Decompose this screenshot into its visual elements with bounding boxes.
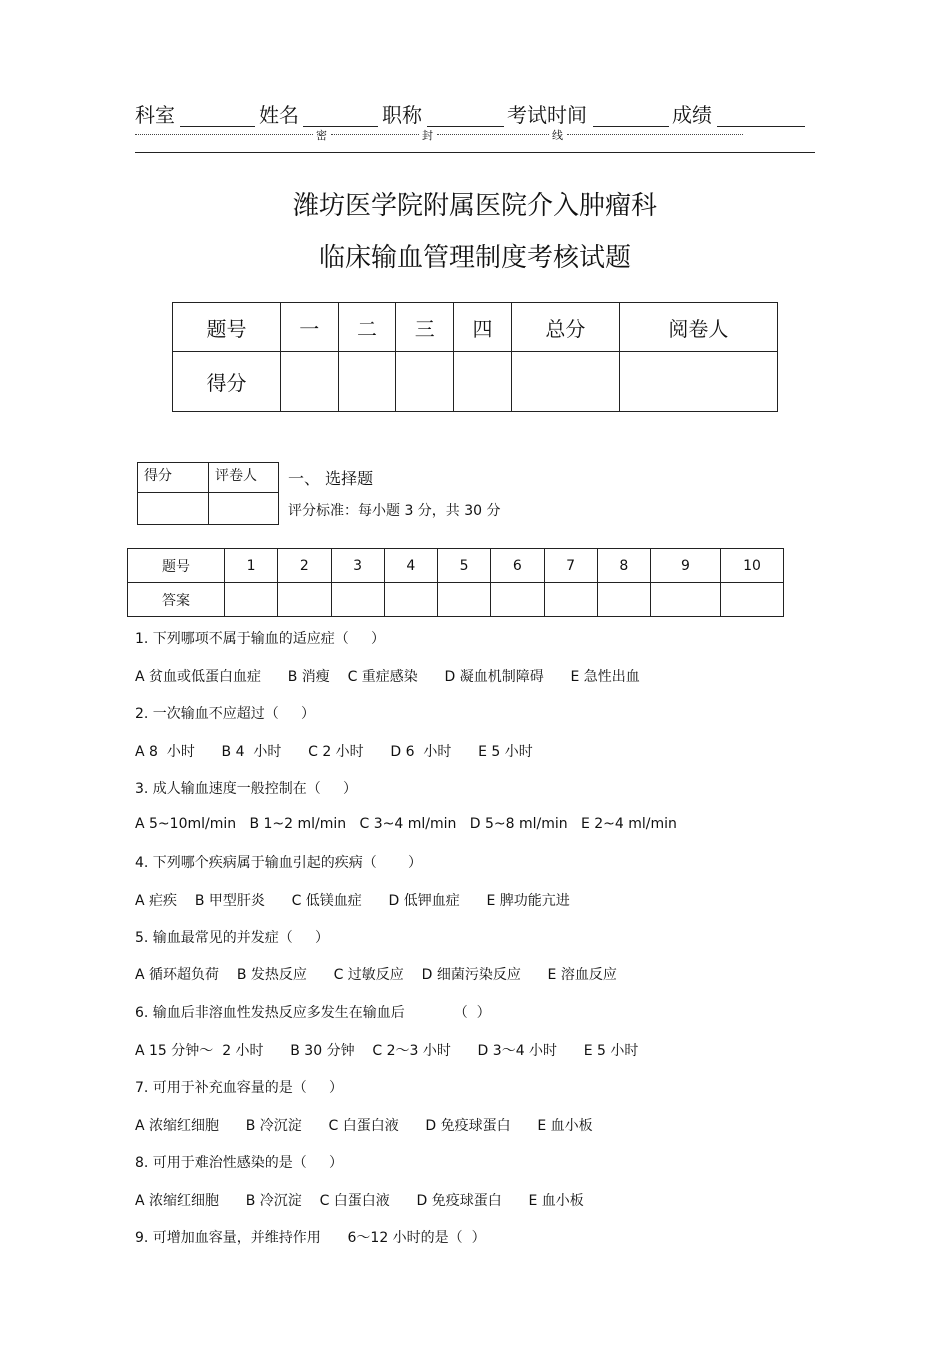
score-cell[interactable] <box>280 352 338 412</box>
answer-number-cell: 8 <box>597 549 650 583</box>
seal-line <box>135 128 815 144</box>
header-rule <box>135 152 815 153</box>
score-cell[interactable] <box>396 352 454 412</box>
answer-table <box>127 548 784 617</box>
question-2: 2. 一次输血不应超过（ ） <box>135 706 316 722</box>
answer-cell[interactable] <box>597 583 650 617</box>
answer-row-label: 答案 <box>128 583 225 617</box>
answer-number-cell: 10 <box>721 549 784 583</box>
field-label-exam-time: 考试时间 <box>507 103 587 127</box>
answer-cell[interactable] <box>225 583 278 617</box>
field-label-name: 姓名 <box>259 103 299 127</box>
answer-cell[interactable] <box>721 583 784 617</box>
answer-cell[interactable] <box>331 583 384 617</box>
score-header-cell: 二 <box>338 303 396 352</box>
answer-number-cell: 4 <box>384 549 437 583</box>
answer-number-cell: 3 <box>331 549 384 583</box>
score-cell[interactable] <box>338 352 396 412</box>
score-header-row <box>173 303 778 352</box>
grader-name-cell[interactable] <box>209 493 279 525</box>
question-5-options: A 循环超负荷 B 发热反应 C 过敏反应 D 细菌污染反应 E 溶血反应 <box>135 967 617 983</box>
grader-score-label: 得分 <box>138 463 209 493</box>
question-2-options: A 8 小时 B 4 小时 C 2 小时 D 6 小时 E 5 小时 <box>135 744 533 760</box>
answer-header-label: 题号 <box>128 549 225 583</box>
seal-dots <box>437 134 549 135</box>
seal-char-mi: 密 <box>316 129 327 142</box>
question-4-options: A 疟疾 B 甲型肝炎 C 低镁血症 D 低钾血症 E 脾功能亢进 <box>135 893 570 909</box>
grader-box <box>137 462 279 525</box>
question-8: 8. 可用于难治性感染的是（ ） <box>135 1155 344 1171</box>
question-1: 1. 下列哪项不属于输血的适应症（ ） <box>135 631 386 647</box>
answer-cell[interactable] <box>384 583 437 617</box>
score-header-cell: 三 <box>396 303 454 352</box>
question-3: 3. 成人输血速度一般控制在（ ） <box>135 781 358 797</box>
score-header-cell: 四 <box>454 303 512 352</box>
score-cell[interactable] <box>619 352 777 412</box>
answer-number-cell: 5 <box>438 549 491 583</box>
question-1-options: A 贫血或低蛋白血症 B 消瘦 C 重症感染 D 凝血机制障碍 E 急性出血 <box>135 669 640 685</box>
answer-cell[interactable] <box>278 583 331 617</box>
department-blank[interactable] <box>180 126 255 127</box>
question-3-options: A 5~10ml/min B 1~2 ml/min C 3~4 ml/min D 5~8 ml/min E 2~4 ml/min <box>135 816 677 832</box>
score-value-row <box>173 352 778 412</box>
question-7: 7. 可用于补充血容量的是（ ） <box>135 1080 344 1096</box>
seal-dots <box>567 134 743 135</box>
answer-input-row <box>128 583 784 617</box>
grader-score-cell[interactable] <box>138 493 209 525</box>
seal-char-xian: 线 <box>552 129 563 142</box>
field-label-department: 科室 <box>135 103 175 127</box>
score-blank[interactable] <box>717 126 805 127</box>
exam-title-line1: 潍坊医学院附属医院介入肿瘤科 <box>292 191 657 221</box>
question-7-options: A 浓缩红细胞 B 冷沉淀 C 白蛋白液 D 免疫球蛋白 E 血小板 <box>135 1118 593 1134</box>
answer-cell[interactable] <box>544 583 597 617</box>
question-4: 4. 下列哪个疾病属于输血引起的疾病（ ） <box>135 855 422 871</box>
exam-time-blank[interactable] <box>593 126 669 127</box>
score-summary-table <box>172 302 778 412</box>
field-label-score: 成绩 <box>672 103 712 127</box>
score-cell[interactable] <box>511 352 619 412</box>
score-header-cell: 阅卷人 <box>619 303 777 352</box>
answer-number-row <box>128 549 784 583</box>
question-6-options: A 15 分钟～ 2 小时 B 30 分钟 C 2～3 小时 D 3～4 小时 E 5 小时 <box>135 1043 639 1059</box>
section-title: 一、 选择题 <box>288 469 374 488</box>
question-8-options: A 浓缩红细胞 B 冷沉淀 C 白蛋白液 D 免疫球蛋白 E 血小板 <box>135 1193 584 1209</box>
score-row-label: 得分 <box>173 352 281 412</box>
section-scoring-rule: 评分标准：每小题 3 分，共 30 分 <box>288 503 501 519</box>
seal-char-feng: 封 <box>422 129 433 142</box>
answer-number-cell: 1 <box>225 549 278 583</box>
score-header-cell: 一 <box>280 303 338 352</box>
answer-number-cell: 2 <box>278 549 331 583</box>
name-blank[interactable] <box>303 126 378 127</box>
title-blank[interactable] <box>427 126 504 127</box>
question-9: 9. 可增加血容量，并维持作用 6～12 小时的是（ ） <box>135 1230 486 1246</box>
grader-name-label: 评卷人 <box>209 463 279 493</box>
question-5: 5. 输血最常见的并发症（ ） <box>135 930 330 946</box>
answer-number-cell: 7 <box>544 549 597 583</box>
answer-cell[interactable] <box>651 583 721 617</box>
answer-cell[interactable] <box>491 583 544 617</box>
seal-dots <box>135 134 313 135</box>
field-label-title: 职称 <box>382 103 422 127</box>
question-6: 6. 输血后非溶血性发热反应多发生在输血后 （ ） <box>135 1005 491 1021</box>
answer-cell[interactable] <box>438 583 491 617</box>
exam-title-line2: 临床输血管理制度考核试题 <box>318 243 631 273</box>
seal-dots <box>331 134 419 135</box>
answer-number-cell: 9 <box>651 549 721 583</box>
score-header-cell: 题号 <box>173 303 281 352</box>
answer-number-cell: 6 <box>491 549 544 583</box>
score-header-cell: 总分 <box>511 303 619 352</box>
score-cell[interactable] <box>454 352 512 412</box>
